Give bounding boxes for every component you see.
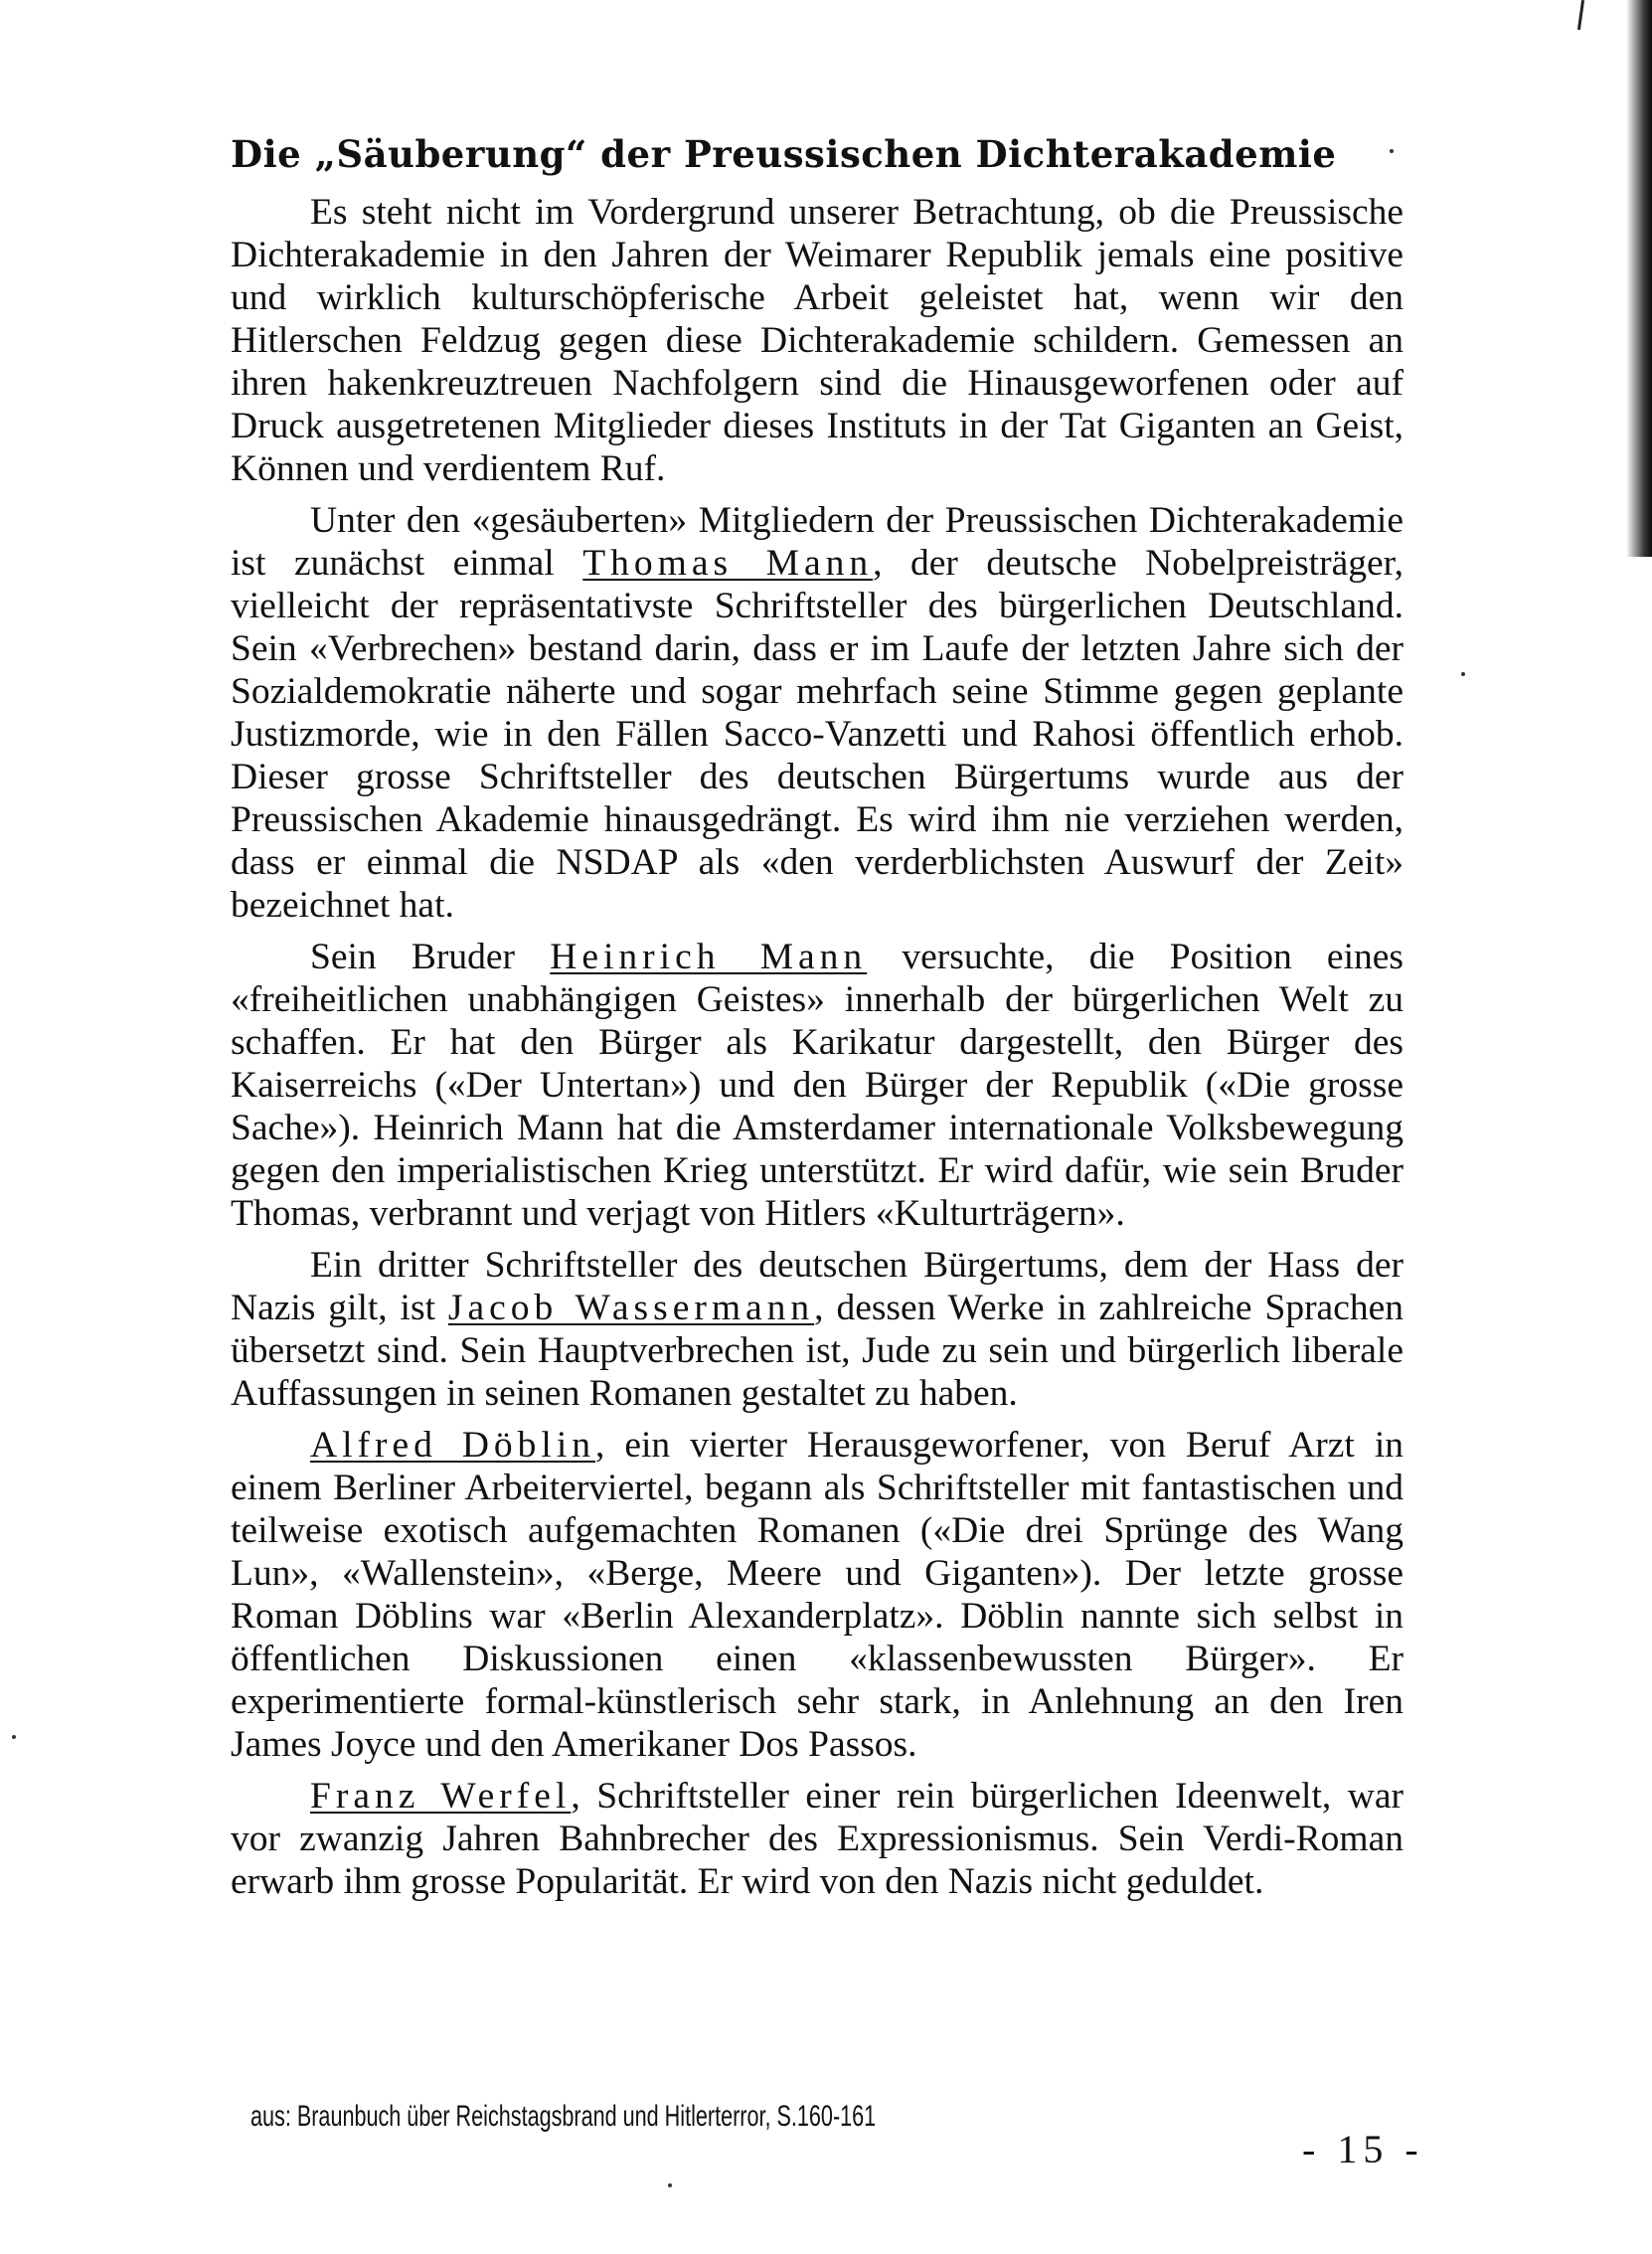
paragraph-intro: Es steht nicht im Vordergrund unserer Betrachtung, ob die Preussische Dichterakademie in den Jahren der Weimarer Republik jemals eine positive und wirklich kulturschöpferische Arbeit geleistet hat, wenn wir den Hitlerschen Feldzug gegen diese Dichterakademie schildern. Gemessen an ihren hakenkreuztreuen Nachfolgern sind die Hinausgeworfenen oder auf Druck ausgetretenen Mitglieder dieses Instituts in der Tat Giganten an Geist, Können und verdientem Ruf. xyxy=(231,192,1404,489)
paragraph-alfred-doeblin xyxy=(231,1424,1404,1766)
author-name-franz-werfel: Franz Werfel xyxy=(310,1776,572,1817)
paragraph-text: versuchte, die Position eines «freiheitlichen unabhängigen Geistes» innerhalb der bürgerlichen Welt zu schaffen. Er hat den Bürger als Karikatur dargestellt, den Bürger des Kaiserreichs («Der Untertan») und den Bürger der Republik («Die grosse Sache»). Heinrich Mann hat die Amsterdamer internationale Volksbewegung gegen den imperialistischen Krieg unterstützt. Er wird dafür, wie sein Bruder Thomas, verbrannt und verjagt von Hitlers «Kulturträgern». xyxy=(231,937,1404,1234)
page-number: - 15 - xyxy=(1302,2127,1424,2171)
author-name-heinrich-mann: Heinrich Mann xyxy=(550,937,868,977)
paragraph-text: Unter den «gesäuberten» Mitgliedern der Preussischen Dichterakademie ist zunächst einmal xyxy=(231,500,1404,584)
source-citation: aus: Braunbuch über Reichstagsbrand und Hitlerterror, S.160-161 xyxy=(250,2100,877,2133)
scan-edge-mark xyxy=(1577,0,1584,30)
article-title: Die „Säuberung“ der Preussischen Dichterakademie xyxy=(231,132,1337,176)
paragraph-text: Sein Bruder xyxy=(310,937,551,977)
scan-speck xyxy=(12,1735,16,1739)
paragraph-text: , Schriftsteller einer rein bürgerlichen Ideenwelt, war vor zwanzig Jahren Bahnbrecher des Expressionismus. Sein Verdi-Roman erwarb ihm grosse Popularität. Er wird von den Nazis nicht geduldet. xyxy=(231,1776,1404,1902)
paragraph-franz-werfel xyxy=(231,1775,1404,1903)
scan-edge-shadow xyxy=(1626,0,1652,557)
paragraph-heinrich-mann xyxy=(231,936,1404,1235)
author-name-alfred-doeblin: Alfred Döblin xyxy=(310,1425,596,1466)
paragraph-text: , ein vierter Herausgeworfener, von Beruf Arzt in einem Berliner Arbeiterviertel, begann als Schriftsteller mit fantastischen und teilweise exotisch aufgemachten Romanen («Die drei Sprünge des Wang Lun», «Wallenstein», «Berge, Meere und Giganten»). Der letzte grosse Roman Döblins war «Berlin Alexanderplatz». Döblin nannte sich selbst in öffentlichen Diskussionen einen «klassenbewussten Bürger». Er experimentierte formal-künstlerisch sehr stark, in Anlehnung an den Iren James Joyce und den Amerikaner Dos Passos. xyxy=(231,1425,1404,1765)
paragraph-jacob-wassermann xyxy=(231,1244,1404,1415)
paragraph-text: , der deutsche Nobelpreisträger, vielleicht der repräsentativste Schriftsteller des bürgerlichen Deutschland. Sein «Verbrechen» bestand darin, dass er im Laufe der letzten Jahre sich der Sozialdemokratie näherte und sogar mehrfach seine Stimme gegen geplante Justizmorde, wie in den Fällen Sacco-Vanzetti und Rahosi öffentlich erhob. Dieser grosse Schriftsteller des deutschen Bürgertums wurde aus der Preussischen Akademie hinausgedrängt. Es wird ihm nie verziehen werden, dass er einmal die NSDAP als «den verderblichsten Auswurf der Zeit» bezeichnet hat. xyxy=(231,543,1404,926)
article-body xyxy=(231,131,1404,1912)
author-name-thomas-mann: Thomas Mann xyxy=(582,543,874,584)
paragraph-thomas-mann xyxy=(231,499,1404,927)
scan-speck xyxy=(668,2183,672,2187)
author-name-jacob-wassermann: Jacob Wassermann xyxy=(447,1288,815,1328)
paragraph-text: Ein dritter Schriftsteller des deutschen Bürgertums, dem der Hass der Nazis gilt, ist xyxy=(231,1245,1404,1328)
paragraph-text: , dessen Werke in zahlreiche Sprachen übersetzt sind. Sein Hauptverbrechen ist, Jude zu sein und bürgerlich liberale Auffassungen in seinen Romanen gestaltet zu haben. xyxy=(231,1288,1404,1414)
scan-speck xyxy=(1461,672,1465,676)
